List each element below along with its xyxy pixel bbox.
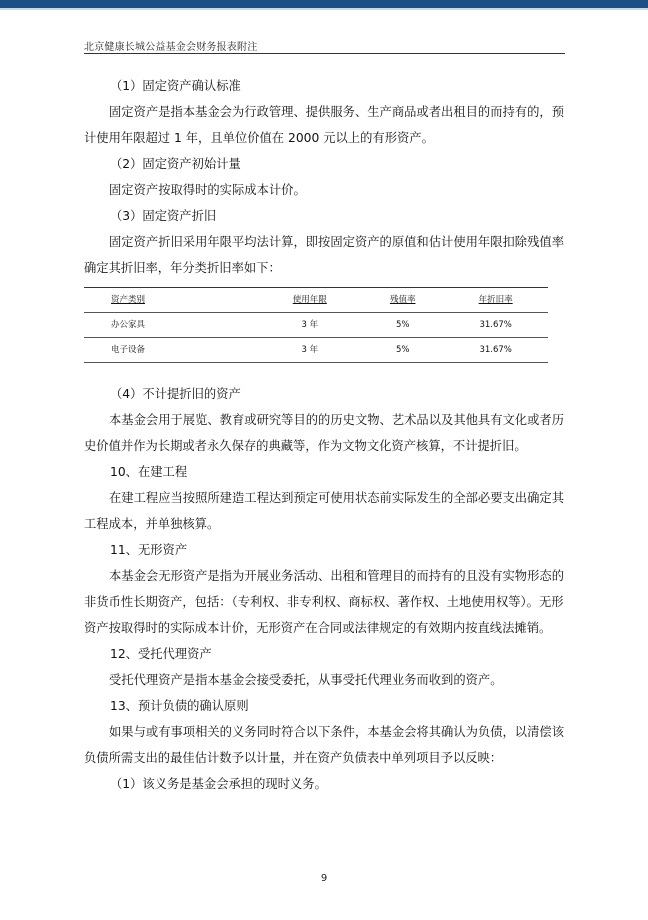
table-header-cell: 使用年限	[257, 288, 362, 313]
section-title: （1）固定资产确认标准	[110, 79, 241, 93]
table-header-cell: 年折旧率	[443, 288, 548, 313]
table-header-cell: 残值率	[362, 288, 443, 313]
header-rule	[84, 53, 565, 54]
paragraph: 固定资产折旧采用年限平均法计算，即按固定资产的原值和估计使用年限扣除残值率确定其折旧率，年分类折旧率如下：	[84, 235, 564, 275]
paragraph: 如果与或有事项相关的义务同时符合以下条件，本基金会将其确认为负债，以清偿该负债所需支出的最佳估计数予以计量，并在资产负债表中单列项目予以反映：	[84, 725, 564, 765]
section-title: 10、在建工程	[110, 465, 188, 479]
depreciation-table	[84, 287, 548, 363]
paragraph: 在建工程应当按照所建造工程达到预定可使用状态前实际发生的全部必要支出确定其工程成本，并单独核算。	[84, 491, 564, 531]
paragraph: 受托代理资产是指本基金会接受委托，从事受托代理业务而收到的资产。	[109, 673, 503, 687]
section-title: 13、预计负债的确认原则	[110, 699, 249, 713]
table-cell: 31.67%	[443, 313, 548, 338]
section-title: （3）固定资产折旧	[110, 209, 217, 223]
running-header: 北京健康长城公益基金会财务报表附注	[84, 42, 258, 53]
paragraph: 固定资产按取得时的实际成本计价。	[109, 183, 306, 197]
section-title: 12、受托代理资产	[110, 647, 212, 661]
section-title: 11、无形资产	[110, 543, 188, 557]
paragraph: 本基金会用于展览、教育或研究等目的的历史文物、艺术品以及其他具有文化或者历史价值并作为长期或者永久保存的典藏等，作为文物文化资产核算，不计提折旧。	[84, 413, 564, 453]
paragraph: 固定资产是指本基金会为行政管理、提供服务、生产商品或者出租目的而持有的，预计使用年限超过 1 年，且单位价值在 2000 元以上的有形资产。	[84, 105, 564, 145]
table-cell: 5%	[362, 338, 443, 363]
top-bar-shadow	[0, 8, 648, 10]
table-row	[84, 338, 548, 363]
list-item: （1）该义务是基金会承担的现时义务。	[110, 777, 327, 791]
paragraph: 本基金会无形资产是指为开展业务活动、出租和管理目的而持有的且没有实物形态的非货币性长期资产，包括：（专利权、非专利权、商标权、著作权、土地使用权等）。无形资产按取得时的实际成本计价，无形资产在合同或法律规定的有效期内按直线法摊销。	[84, 569, 564, 635]
section-title: （4）不计提折旧的资产	[110, 387, 241, 401]
table-cell: 31.67%	[443, 338, 548, 363]
top-color-bar	[0, 0, 648, 8]
table-row	[84, 313, 548, 338]
table-cell: 办公家具	[84, 313, 257, 338]
page-number: 9	[320, 873, 328, 884]
table-cell: 5%	[362, 313, 443, 338]
table-cell: 3 年	[257, 338, 362, 363]
table-cell: 电子设备	[84, 338, 257, 363]
section-title: （2）固定资产初始计量	[110, 157, 241, 171]
table-cell: 3 年	[257, 313, 362, 338]
table-header-cell: 资产类别	[84, 288, 257, 313]
document-body	[84, 73, 565, 797]
table-header-row	[84, 288, 548, 313]
